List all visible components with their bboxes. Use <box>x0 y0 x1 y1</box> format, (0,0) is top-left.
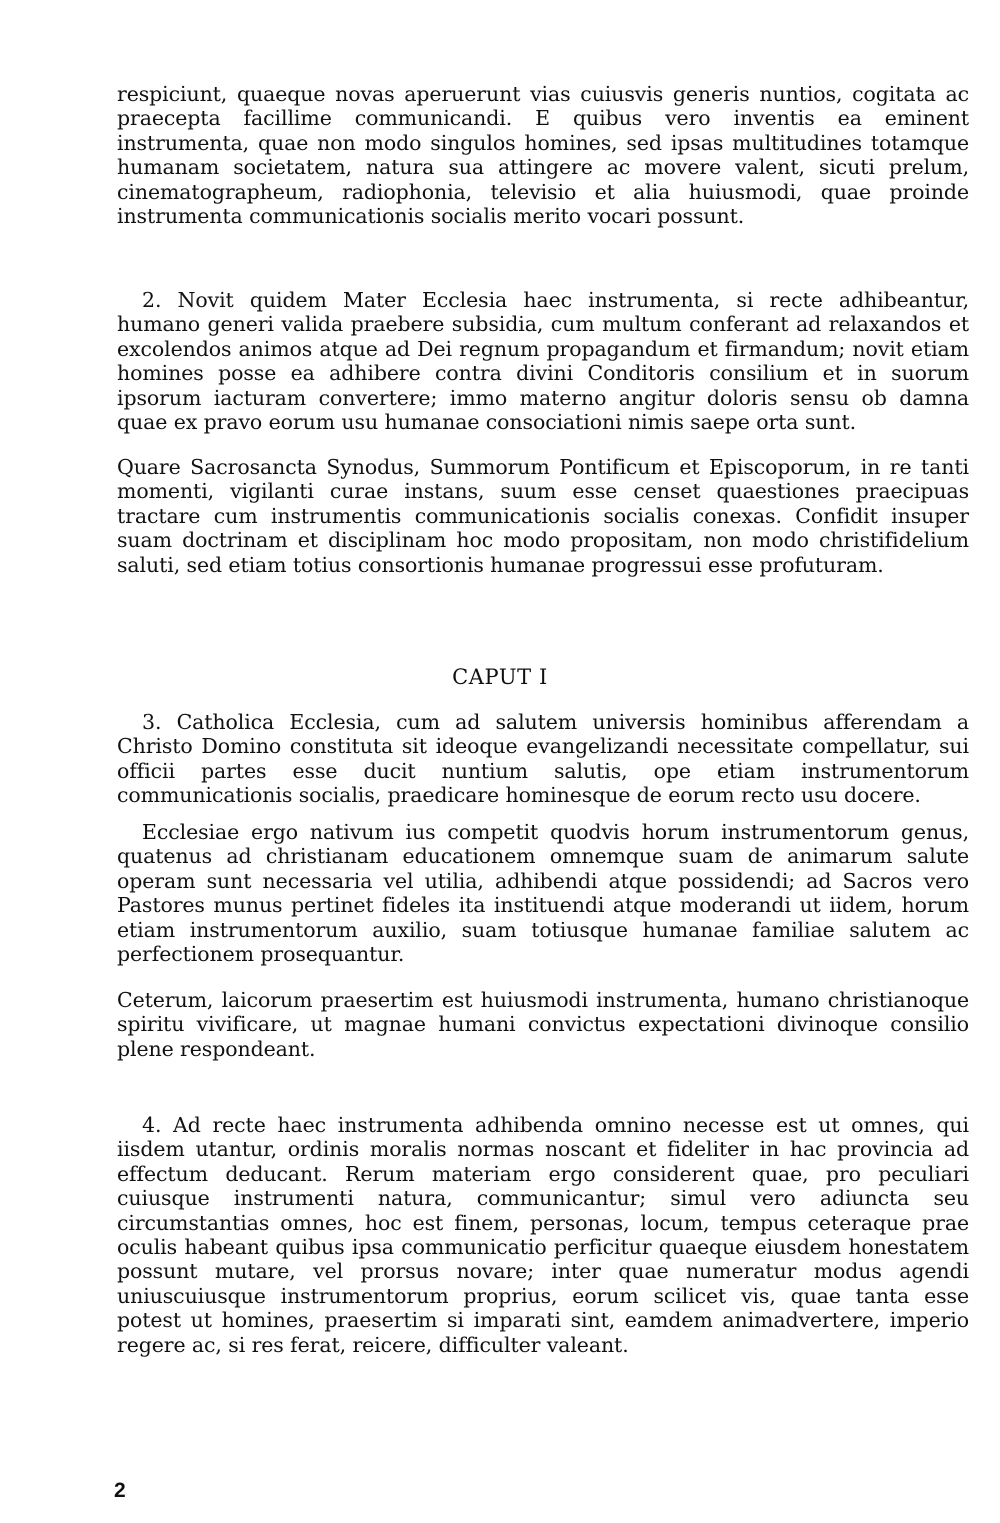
section-3-continued <box>117 820 969 966</box>
paragraph-1: respiciunt, quaeque novas aperuerunt vias cuiusvis generis nuntios, cogitata ac praecepta facillime communicandi. E quibus vero inventis ea eminent instrumenta, quae non modo singulos homines, sed ipsas multitudines totamque humanam societatem, natura sua attingere ac movere valent, sicuti prelum, cinematographeum, radiophonia, televisio et alia huiusmodi, quae proinde instrumenta communicationis socialis merito vocari possunt. <box>117 82 969 229</box>
section-2 <box>117 288 969 434</box>
section-2-continued <box>117 455 969 577</box>
paragraph-4: 4. Ad recte haec instrumenta adhibenda omnino necesse est ut omnes, qui iisdem utantur, ordinis moralis normas noscant et fideliter in hac provincia ad effectum deducant. Rerum materiam ergo considerent quae, pro peculiari cuiusque instrumenti natura, communicantur; simul vero adiuncta seu circumstantias omnes, hoc est finem, personas, locum, tempus ceteraque prae oculis habeant quibus ipsa communicatio perficitur quaeque eiusdem honestatem possunt mutare, vel prorsus novare; inter quae numeratur modus agendi uniuscuiusque instrumentorum proprius, eorum scilicet vis, quae tanta esse potest ut homines, praesertim si imparati sint, eamdem animadvertere, imperio regere ac, si res ferat, reicere, difficulter valeant. <box>117 1113 969 1357</box>
section-4 <box>117 1113 969 1357</box>
paragraph-3: 3. Catholica Ecclesia, cum ad salutem universis hominibus afferendam a Christo Domino constituta sit ideoque evangelizandi necessitate compellatur, sui officii partes esse ducit nuntium salutis, ope etiam instrumentorum communicationis socialis, praedicare hominesque de eorum recto usu docere. <box>117 710 969 808</box>
paragraph-2b: Quare Sacrosancta Synodus, Summorum Pontificum et Episcoporum, in re tanti momenti, vigilanti curae instans, suum esse censet quaestiones praecipuas tractare cum instrumentis communicationis socialis conexas. Confidit insuper suam doctrinam et disciplinam hoc modo propositam, non modo christifidelium saluti, sed etiam totius consortionis humanae progressui esse profuturam. <box>117 455 969 577</box>
section-3-final <box>117 988 969 1061</box>
paragraph-2: 2. Novit quidem Mater Ecclesia haec instrumenta, si recte adhibeantur, humano generi valida praebere subsidia, cum multum conferant ad relaxandos et excolendos animos atque ad Dei regnum propagandum et firmandum; novit etiam homines posse ea adhibere contra divini Conditoris consilium et in suorum ipsorum iacturam convertere; immo materno angitur doloris sensu ob damna quae ex pravo eorum usu humanae consociationi nimis saepe orta sunt. <box>117 288 969 435</box>
section-3 <box>117 710 969 808</box>
page-number: 2 <box>114 1479 126 1502</box>
paragraph-continuation <box>117 82 969 228</box>
paragraph-3c: Ceterum, laicorum praesertim est huiusmodi instrumenta, humano christianoque spiritu vivificare, ut magnae humani convictus expectationi divinoque consilio plene respondeant. <box>117 988 969 1061</box>
paragraph-3b: Ecclesiae ergo nativum ius competit quodvis horum instrumentorum genus, quatenus ad christianam educationem omnemque suam de animarum salute operam sunt necessaria vel utilia, adhibendi atque possidendi; ad Sacros vero Pastores munus pertinet fideles ita instituendi atque moderandi ut iidem, horum etiam instrumentorum auxilio, suam totiusque humanae familiae salutem ac perfectionem prosequantur. <box>117 820 969 967</box>
chapter-heading: CAPUT I <box>452 665 548 689</box>
